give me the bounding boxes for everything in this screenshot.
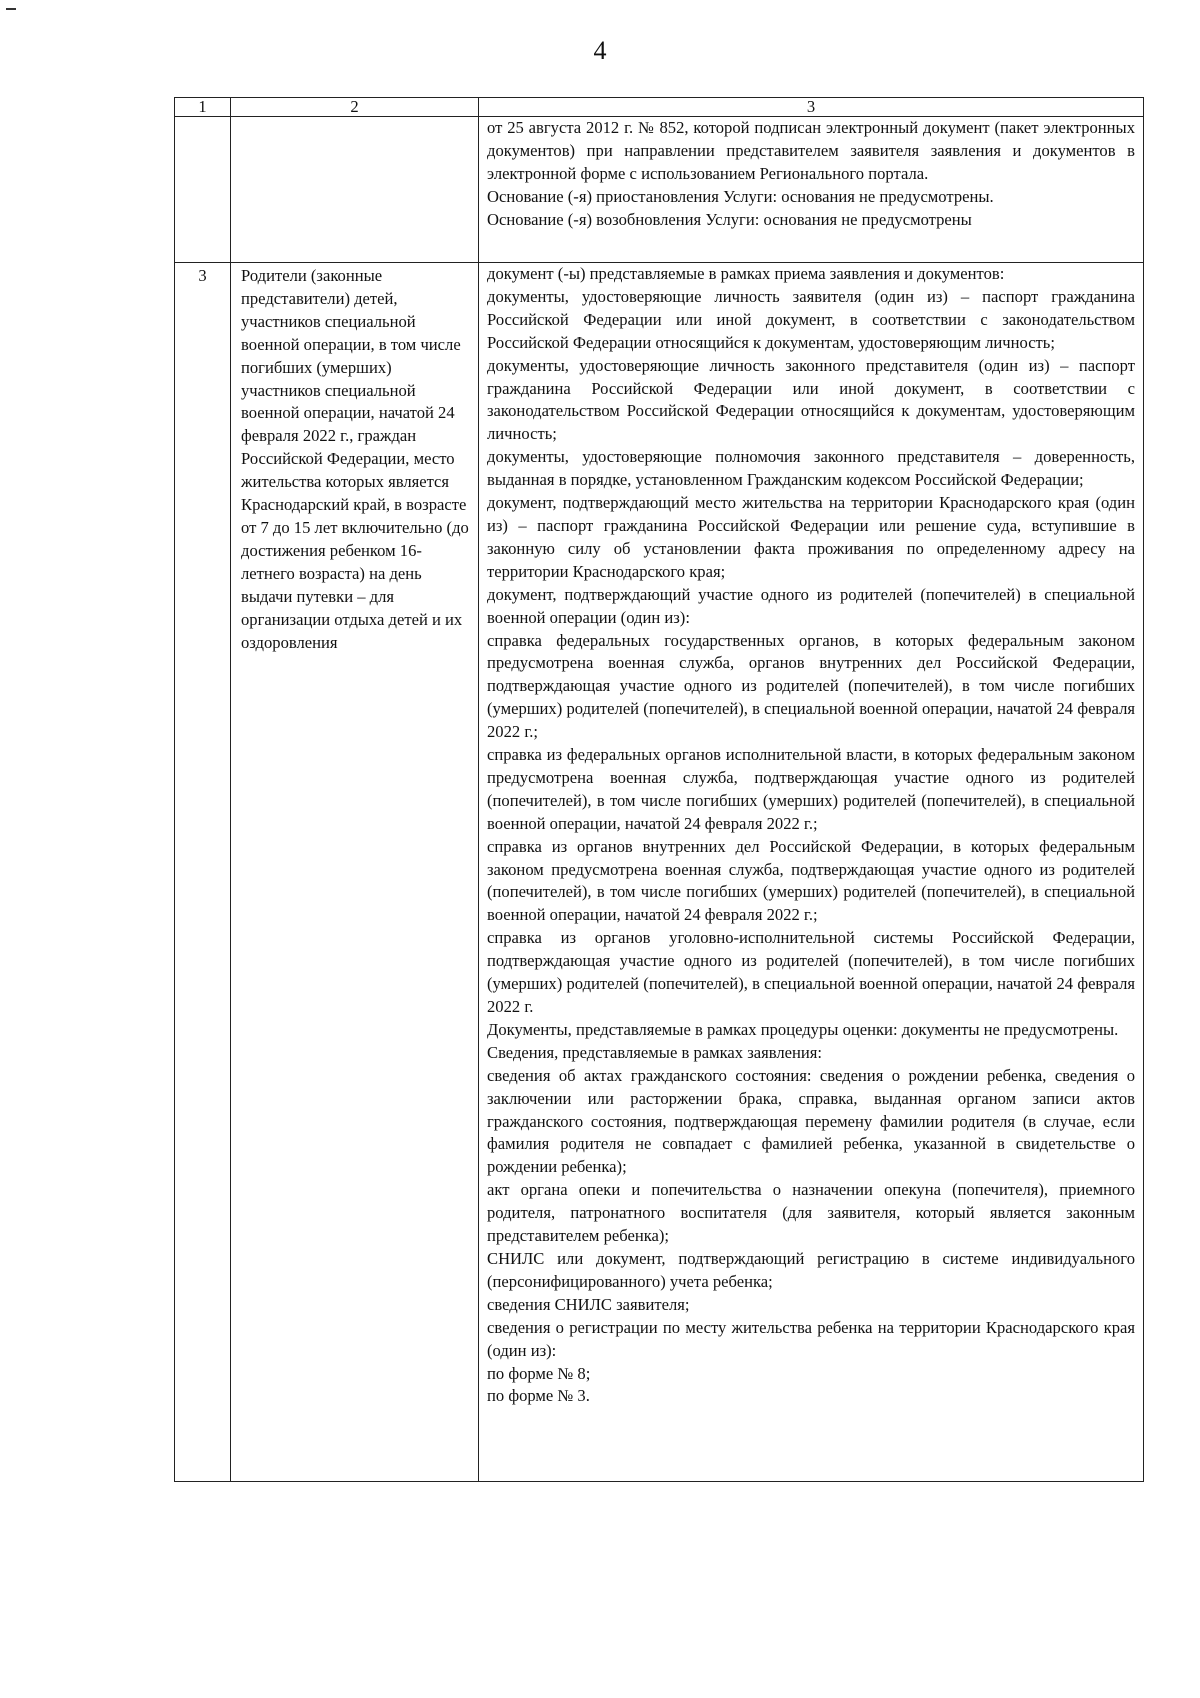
row-number: 3 (175, 263, 231, 1482)
document-paragraph: справка из органов уголовно-исполнительной системы Российской Федерации, подтверждающая участие одного из родителей (попечителей), в том числе погибших (умерших) родителей (попечителей), в специальной военной операции, начатой 24 февраля 2022 г. (487, 928, 1135, 1016)
document-paragraph: справка из федеральных органов исполнительной власти, в которых федеральным законом предусмотрена военная служба, подтверждающая участие одного из родителей (попечителей), в том числе погибших (умерших) родителей (попечителей), в специальной военной операции, начатой 24 февраля 2022 г.; (487, 745, 1135, 833)
document-paragraph: сведения о регистрации по месту жительства ребенка на территории Краснодарского края (один из): (487, 1317, 1135, 1360)
continuation-paragraph: Основание (-я) приостановления Услуги: основания не предусмотрены. (487, 186, 994, 206)
document-paragraph: документ, подтверждающий участие одного из родителей (попечителей) в специальной военной операции (один из): (487, 584, 1135, 627)
document-paragraph: справка из органов внутренних дел Российской Федерации, в которых федеральным законом предусмотрена военная служба, подтверждающая участие одного из родителей (попечителей), в том числе погибших (умерших) родителей (попечителей), в специальной военной операции, начатой 24 февраля 2022 г.; (487, 836, 1135, 925)
document-paragraph: документы, удостоверяющие личность законного представителя (один из) – паспорт гражданина Российской Федерации или иной документ, в соответствии с законодательством Российской Федерации относящийся к документам, удостоверяющим личность; (487, 355, 1135, 444)
document-paragraph: по форме № 3. (487, 1386, 590, 1406)
page-number: 4 (593, 36, 607, 65)
applicant-category: Родители (законные представители) детей, участников специальной военной операции, в том числе погибших (умерших) участников специальной военной операции, начатой 24 февраля 2022 г., граждан Российской Федерации, место жительства которых является Краснодарский край, в возрасте от 7 до 15 лет включительно (до достижения ребенком 16-летнего возраста) на день выдачи путевки – для организации отдыха детей и их оздоровления (231, 263, 479, 1482)
table-row-continuation (175, 117, 1144, 263)
document-paragraph: документы, удостоверяющие полномочия законного представителя – доверенность, выданная в порядке, установленном Гражданским кодексом Российской Федерации; (487, 447, 1135, 490)
header-col-1: 1 (175, 98, 231, 117)
document-paragraph: документ (-ы) представляемые в рамках приема заявления и документов: (487, 264, 1005, 283)
documents-list (479, 263, 1144, 1482)
services-table (174, 97, 1144, 1482)
table-row-3 (175, 263, 1144, 1482)
document-paragraph: СНИЛС или документ, подтверждающий регистрацию в системе индивидуального (персонифицированного) учета ребенка; (487, 1248, 1135, 1291)
document-paragraph: акт органа опеки и попечительства о назначении опекуна (попечителя), приемного родителя, патронатного воспитателя (для заявителя, который является законным представителем ребенка); (487, 1180, 1135, 1246)
document-paragraph: по форме № 8; (487, 1363, 591, 1383)
header-col-3: 3 (479, 98, 1144, 117)
document-paragraph: Документы, представляемые в рамках процедуры оценки: документы не предусмотрены. (487, 1019, 1119, 1039)
table-header-row (175, 98, 1144, 117)
continuation-applicant-cell (231, 117, 479, 263)
document-paragraph: документы, удостоверяющие личность заявителя (один из) – паспорт гражданина Российской Федерации или иной документ, в соответствии с законодательством Российской Федерации относящийся к документам, удостоверяющим личность; (487, 286, 1135, 352)
header-col-2: 2 (231, 98, 479, 117)
continuation-number-cell (175, 117, 231, 263)
document-paragraph: сведения СНИЛС заявителя; (487, 1294, 690, 1314)
continuation-paragraph: Основание (-я) возобновления Услуги: основания не предусмотрены (487, 209, 972, 229)
continuation-content-cell (479, 117, 1144, 263)
document-paragraph: документ, подтверждающий место жительства на территории Краснодарского края (один из) – паспорт гражданина Российской Федерации или решение суда, вступившие в законную силу об установлении факта проживания по определенному адресу на территории Краснодарского края; (487, 493, 1135, 581)
continuation-paragraph: от 25 августа 2012 г. № 852, которой подписан электронный документ (пакет электронных документов) при направлении представителем заявителя заявления и документов в электронной форме с использованием Регионального портала. (487, 118, 1135, 183)
document-paragraph: Сведения, представляемые в рамках заявления: (487, 1042, 823, 1062)
document-paragraph: справка федеральных государственных органов, в которых федеральным законом предусмотрена военная служба, органов внутренних дел Российской Федерации, подтверждающая участие одного из родителей (попечителей), в том числе погибших (умерших) родителей (попечителей), в специальной военной операции, начатой 24 февраля 2022 г.; (487, 630, 1135, 742)
document-paragraph: сведения об актах гражданского состояния: сведения о рождении ребенка, сведения о заключении или расторжении брака, справка, выданная органом записи актов гражданского состояния, подтверждающая перемену фамилии родителя (в случае, если фамилия родителя не совпадает с фамилией ребенка, указанной в свидетельстве о рождении ребенка); (487, 1065, 1135, 1177)
margin-mark (6, 8, 16, 10)
